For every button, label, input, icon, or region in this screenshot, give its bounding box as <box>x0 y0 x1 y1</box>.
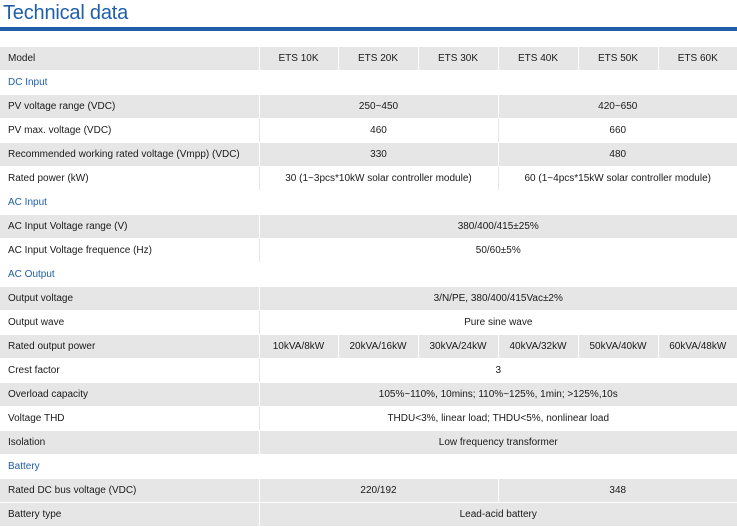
row-label: AC Input Voltage frequence (Hz) <box>0 239 259 263</box>
table-row <box>0 359 737 383</box>
cell-value: 60 (1~4pcs*15kW solar controller module) <box>498 167 737 191</box>
cell-value: 220/192 <box>259 479 498 503</box>
cell-value: 20kVA/16kW <box>338 335 418 359</box>
cell-value: 50/60±5% <box>259 239 737 263</box>
model-header-row <box>0 47 737 71</box>
row-label: Crest factor <box>0 359 259 383</box>
row-label: Isolation <box>0 431 259 455</box>
table-row <box>0 239 737 263</box>
table-row <box>0 119 737 143</box>
model-ets-40k: ETS 40K <box>498 47 578 71</box>
cell-value: 105%~110%, 10mins; 110%~125%, 1min; >125%,10s <box>259 383 737 407</box>
row-label: Recommended working rated voltage (Vmpp) (VDC) <box>0 143 259 167</box>
cell-value: 380/400/415±25% <box>259 215 737 239</box>
cell-value: 420~650 <box>498 95 737 119</box>
row-label: Output wave <box>0 311 259 335</box>
cell-value: 3 <box>259 359 737 383</box>
model-ets-20k: ETS 20K <box>338 47 418 71</box>
row-label: Rated output power <box>0 335 259 359</box>
cell-value: 660 <box>498 119 737 143</box>
cell-value: 50kVA/40kW <box>578 335 658 359</box>
table-row <box>0 143 737 167</box>
cell-value: 480 <box>498 143 737 167</box>
cell-value: 10kVA/8kW <box>259 335 338 359</box>
table-row <box>0 479 737 503</box>
cell-value: Pure sine wave <box>259 311 737 335</box>
cell-value: 30kVA/24kW <box>418 335 498 359</box>
section-heading: DC Input <box>0 71 737 95</box>
table-row <box>0 335 737 359</box>
cell-value: 348 <box>498 479 737 503</box>
row-label: PV max. voltage (VDC) <box>0 119 259 143</box>
section-battery <box>0 455 737 479</box>
cell-value: 40kVA/32kW <box>498 335 578 359</box>
row-label: AC Input Voltage range (V) <box>0 215 259 239</box>
table-row <box>0 311 737 335</box>
section-dc-input <box>0 71 737 95</box>
section-ac-output <box>0 263 737 287</box>
row-label: Output voltage <box>0 287 259 311</box>
table-row <box>0 215 737 239</box>
technical-data-table <box>0 47 737 527</box>
title-underline <box>0 27 737 31</box>
table-row <box>0 383 737 407</box>
table-row <box>0 287 737 311</box>
cell-value: Lead-acid battery <box>259 503 737 527</box>
row-label: Overload capacity <box>0 383 259 407</box>
cell-value: 250~450 <box>259 95 498 119</box>
model-label: Model <box>0 47 259 71</box>
row-label: Voltage THD <box>0 407 259 431</box>
section-heading: AC Input <box>0 191 737 215</box>
cell-value: 3/N/PE, 380/400/415Vac±2% <box>259 287 737 311</box>
cell-value: THDU<3%, linear load; THDU<5%, nonlinear load <box>259 407 737 431</box>
table-row <box>0 431 737 455</box>
row-label: Rated power (kW) <box>0 167 259 191</box>
cell-value: 460 <box>259 119 498 143</box>
table-row <box>0 95 737 119</box>
row-label: Battery type <box>0 503 259 527</box>
row-label: PV voltage range (VDC) <box>0 95 259 119</box>
table-row <box>0 407 737 431</box>
table-row <box>0 167 737 191</box>
model-ets-10k: ETS 10K <box>259 47 338 71</box>
cell-value: 330 <box>259 143 498 167</box>
model-ets-60k: ETS 60K <box>658 47 737 71</box>
model-ets-50k: ETS 50K <box>578 47 658 71</box>
section-heading: Battery <box>0 455 737 479</box>
table-row <box>0 503 737 527</box>
section-heading: AC Output <box>0 263 737 287</box>
page-title: Technical data <box>3 2 129 24</box>
cell-value: Low frequency transformer <box>259 431 737 455</box>
cell-value: 30 (1~3pcs*10kW solar controller module) <box>259 167 498 191</box>
cell-value: 60kVA/48kW <box>658 335 737 359</box>
model-ets-30k: ETS 30K <box>418 47 498 71</box>
row-label: Rated DC bus voltage (VDC) <box>0 479 259 503</box>
section-ac-input <box>0 191 737 215</box>
